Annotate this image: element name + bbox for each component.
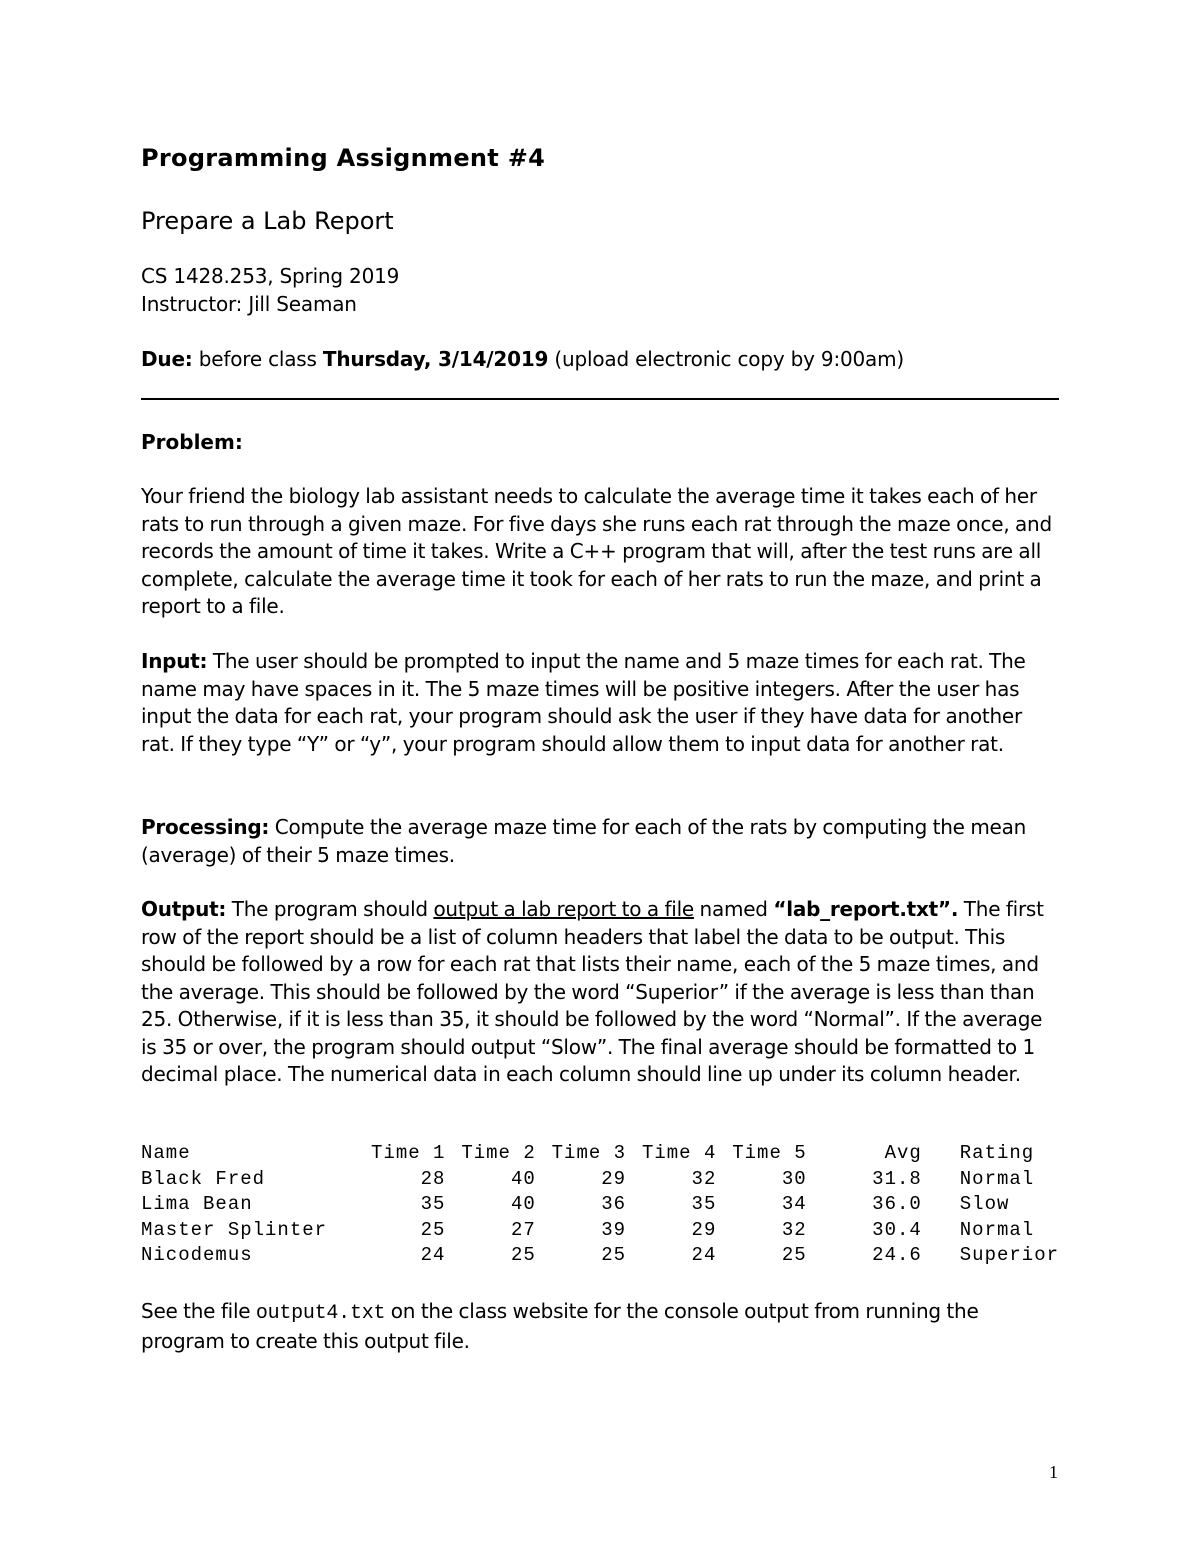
- cell-time-2: 40: [510, 1193, 536, 1215]
- processing-text: Compute the average maze time for each of the rats by computing the mean (average) of their 5 maze times.: [141, 815, 1027, 867]
- cell-rating: Superior: [959, 1244, 1059, 1266]
- cell-time-1: 24: [420, 1244, 446, 1266]
- cell-time-1: 35: [420, 1193, 446, 1215]
- cell-rating: Normal: [959, 1167, 1035, 1190]
- cell-name: Master Splinter: [141, 1218, 328, 1241]
- cell-avg: 36.0: [872, 1193, 922, 1215]
- cell-name: Black Fred: [141, 1167, 266, 1190]
- page-number: 1: [1049, 1462, 1058, 1482]
- header-time-3: Time 3: [551, 1142, 627, 1164]
- cell-avg: 31.8: [872, 1167, 922, 1190]
- page-title: Programming Assignment #4: [141, 144, 546, 172]
- course-info: CS 1428.253, Spring 2019: [141, 264, 400, 288]
- cell-rating: Normal: [959, 1218, 1035, 1241]
- cell-time-3: 29: [601, 1167, 627, 1190]
- sample-report-table: [141, 1141, 1059, 1269]
- page-subtitle: Prepare a Lab Report: [141, 207, 394, 235]
- input-paragraph: [141, 648, 1059, 758]
- due-text-1: before class: [192, 347, 323, 371]
- cell-name: Nicodemus: [141, 1244, 253, 1266]
- output-filename: “lab_report.txt”.: [773, 897, 959, 921]
- cell-time-4: 29: [691, 1218, 717, 1241]
- due-label: Due:: [141, 347, 193, 371]
- processing-paragraph: [141, 814, 1059, 869]
- cell-time-5: 34: [781, 1193, 807, 1215]
- cell-time-5: 30: [781, 1167, 807, 1190]
- due-date: Thursday, 3/14/2019: [322, 347, 549, 371]
- cell-time-4: 35: [691, 1193, 717, 1215]
- output-underlined-text: output a lab report to a file: [433, 897, 694, 921]
- header-time-1: Time 1: [371, 1142, 446, 1164]
- header-time-2: Time 2: [461, 1142, 536, 1164]
- table-row: [141, 1167, 1059, 1193]
- due-line: [141, 347, 904, 371]
- output-text-3: The first row of the report should be a list of column headers that label the data to be output. This should be followed by a row for each rat that lists their name, each of the 5 maze times, and the average. This should be followed by the word “Superior” if the average is less than than 25. Otherwise, if it is less than 35, it should be followed by the word “Normal”. If the average is 35 or over, the program should output “Slow”. The final average should be formatted to 1 decimal place. The numerical data in each column should line up under its column header.: [141, 897, 1044, 1086]
- cell-time-5: 32: [781, 1218, 807, 1241]
- horizontal-divider: [141, 398, 1059, 400]
- header-time-4: Time 4: [641, 1142, 717, 1164]
- cell-time-4: 24: [691, 1244, 717, 1266]
- due-text-2: (upload electronic copy by 9:00am): [548, 347, 904, 371]
- see-file-text-2: on the class website for the console output from running the program to create this output file.: [141, 1299, 979, 1353]
- cell-name: Lima Bean: [141, 1193, 253, 1215]
- problem-paragraph: Your friend the biology lab assistant needs to calculate the average time it takes each of her rats to run through a given maze. For five days she runs each rat through the maze once, and records the amount of time it takes. Write a C++ program that will, after the test runs are all complete, calculate the average time it took for each of her rats to run the maze, and print a report to a file.: [141, 484, 1052, 618]
- output-paragraph: [141, 896, 1059, 1089]
- see-file-text-1: See the file: [141, 1299, 256, 1323]
- output-text-2: named: [693, 897, 774, 921]
- input-label: Input:: [141, 649, 208, 673]
- cell-time-2: 25: [510, 1244, 536, 1266]
- header-avg: Avg: [884, 1142, 922, 1164]
- see-file-paragraph: [141, 1298, 1059, 1355]
- input-text: The user should be prompted to input the name and 5 maze times for each rat. The name may have spaces in it. The 5 maze times will be positive integers. After the user has input the data for each rat, your program should ask the user if they have data for another rat. If they type “Y” or “y”, your program should allow them to input data for another rat.: [141, 649, 1026, 756]
- cell-time-3: 39: [601, 1218, 627, 1241]
- header-time-5: Time 5: [732, 1142, 807, 1164]
- cell-avg: 24.6: [872, 1244, 922, 1266]
- cell-time-3: 36: [601, 1193, 627, 1215]
- see-file-filename: output4.txt: [255, 1302, 386, 1325]
- cell-time-1: 25: [420, 1218, 446, 1241]
- cell-rating: Slow: [959, 1193, 1010, 1215]
- table-row: [141, 1192, 1059, 1218]
- cell-avg: 30.4: [872, 1218, 922, 1241]
- cell-time-4: 32: [691, 1167, 717, 1190]
- cell-time-2: 40: [510, 1167, 536, 1190]
- header-name: Name: [141, 1142, 191, 1164]
- cell-time-2: 27: [510, 1218, 536, 1241]
- cell-time-5: 25: [781, 1244, 807, 1266]
- output-text-1: The program should: [226, 897, 434, 921]
- instructor-info: Instructor: Jill Seaman: [141, 292, 357, 316]
- problem-heading: Problem:: [141, 430, 243, 454]
- header-rating: Rating: [959, 1142, 1035, 1164]
- table-row: [141, 1243, 1059, 1269]
- table-row: [141, 1218, 1059, 1244]
- cell-time-3: 25: [601, 1244, 627, 1266]
- processing-label: Processing:: [141, 815, 270, 839]
- output-label: Output:: [141, 897, 227, 921]
- table-header-row: [141, 1141, 1059, 1167]
- cell-time-1: 28: [420, 1167, 446, 1190]
